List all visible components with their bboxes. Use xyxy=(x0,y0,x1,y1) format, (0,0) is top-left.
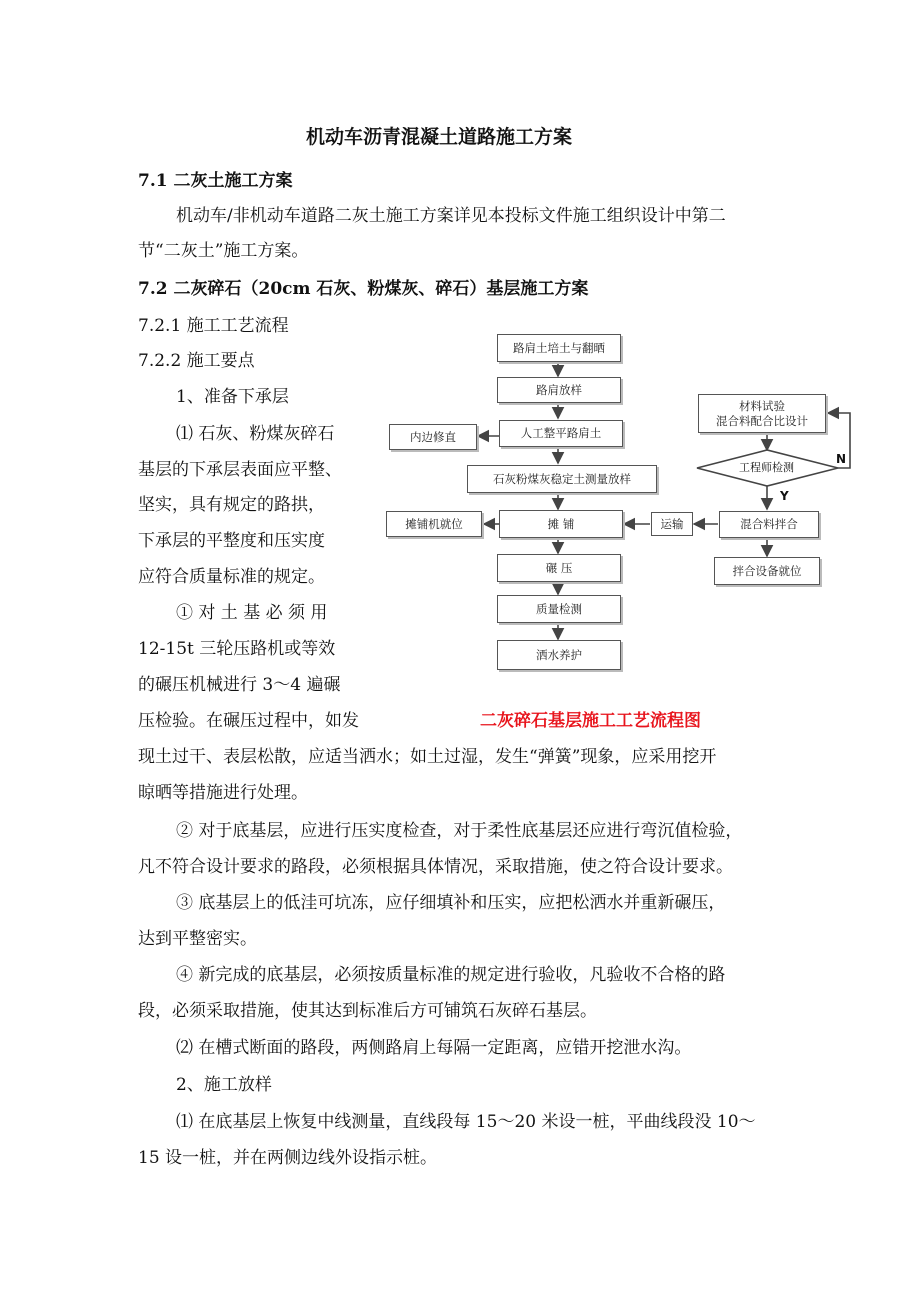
heading-7-2: 7.2 二灰碎石（20cm 石灰、粉煤灰、碎石）基层施工方案 xyxy=(138,279,589,299)
paragraph-line: ③ 底基层上的低洼可坑冻，应仔细填补和压实，应把松洒水并重新碾压， xyxy=(176,893,726,913)
paragraph-line: 段，必须采取措施，使其达到标准后方可铺筑石灰碎石基层。 xyxy=(138,1001,597,1021)
paragraph-line: 节“二灰土”施工方案。 xyxy=(138,241,309,261)
paragraph-line: 现土过干、表层松散，应适当洒水；如土过湿，发生“弹簧”现象，应采用挖开 xyxy=(138,747,717,767)
paragraph-line: 坚实，具有规定的路拱， xyxy=(138,495,325,515)
flow-step-8: 洒水养护 xyxy=(497,640,621,670)
paragraph-line: ⑴ 在底基层上恢复中线测量，直线段每 15～20 米设一桩，平曲线段没 10～ xyxy=(176,1112,756,1132)
flow-yes-label: Y xyxy=(780,489,789,503)
paragraph-line: 压检验。在碾压过程中，如发 xyxy=(138,711,359,731)
paragraph-line: ④ 新完成的底基层，必须按质量标准的规定进行验收，凡验收不合格的路 xyxy=(176,965,726,985)
paragraph-line: ② 对于底基层，应进行压实度检查，对于柔性底基层还应进行弯沉值检验， xyxy=(176,821,743,841)
flow-step-3: 人工整平路肩土 xyxy=(499,420,623,447)
item-heading: 1、准备下承层 xyxy=(176,387,289,407)
paragraph-line: ⑵ 在槽式断面的路段，两侧路肩上每隔一定距离，应错开挖泄水沟。 xyxy=(176,1038,692,1058)
heading-7-1: 7.1 二灰土施工方案 xyxy=(138,171,293,191)
paragraph-line: 机动车/非机动车道路二灰土施工方案详见本投标文件施工组织设计中第二 xyxy=(176,206,726,226)
item-heading: 2、施工放样 xyxy=(176,1075,272,1095)
paragraph-line: 达到平整密实。 xyxy=(138,929,257,949)
paragraph-line: 15 设一桩，并在两侧边线外设指示桩。 xyxy=(138,1148,438,1168)
paragraph-line: 晾晒等措施进行处理。 xyxy=(138,783,308,803)
flow-side-left-2: 摊铺机就位 xyxy=(386,511,482,537)
flow-material-test-line1: 材料试验 xyxy=(739,399,785,414)
flow-decision-label: 工程师检测 xyxy=(739,461,794,474)
heading-7-2-2: 7.2.2 施工要点 xyxy=(138,351,255,371)
flow-mixer-setup: 拌合设备就位 xyxy=(714,557,820,585)
flowchart-caption: 二灰碎石基层施工工艺流程图 xyxy=(480,711,701,731)
page-title: 机动车沥青混凝土道路施工方案 xyxy=(306,126,573,148)
paragraph-line: 12-15t 三轮压路机或等效 xyxy=(138,639,336,659)
flow-side-left-1: 内边修直 xyxy=(389,424,477,450)
flow-material-test xyxy=(698,394,826,433)
heading-7-2-1: 7.2.1 施工工艺流程 xyxy=(138,316,289,336)
flow-no-label: N xyxy=(836,452,847,466)
flow-material-test-line2: 混合料配合比设计 xyxy=(716,413,808,428)
paragraph-line: ⑴ 石灰、粉煤灰碎石 xyxy=(176,424,335,444)
flow-step-6: 碾 压 xyxy=(497,554,621,582)
flow-step-7: 质量检测 xyxy=(497,595,621,623)
flow-step-5: 摊 铺 xyxy=(499,510,623,538)
paragraph-line: 凡不符合设计要求的路段，必须根据具体情况，采取措施，使之符合设计要求。 xyxy=(138,857,733,877)
flow-step-2: 路肩放样 xyxy=(497,377,621,403)
flow-transport: 运输 xyxy=(651,512,693,536)
paragraph-line: 基层的下承层表面应平整、 xyxy=(138,460,342,480)
flow-mixing: 混合料拌合 xyxy=(719,511,819,538)
paragraph-line: 的碾压机械进行 3～4 遍碾 xyxy=(138,675,341,695)
paragraph-line: 应符合质量标准的规定。 xyxy=(138,567,325,587)
paragraph-line: 下承层的平整度和压实度 xyxy=(138,531,325,551)
flow-step-1: 路肩土培土与翻晒 xyxy=(497,334,621,362)
flow-step-4: 石灰粉煤灰稳定土测量放样 xyxy=(467,465,657,493)
paragraph-line: ① 对 土 基 必 须 用 xyxy=(176,603,328,623)
